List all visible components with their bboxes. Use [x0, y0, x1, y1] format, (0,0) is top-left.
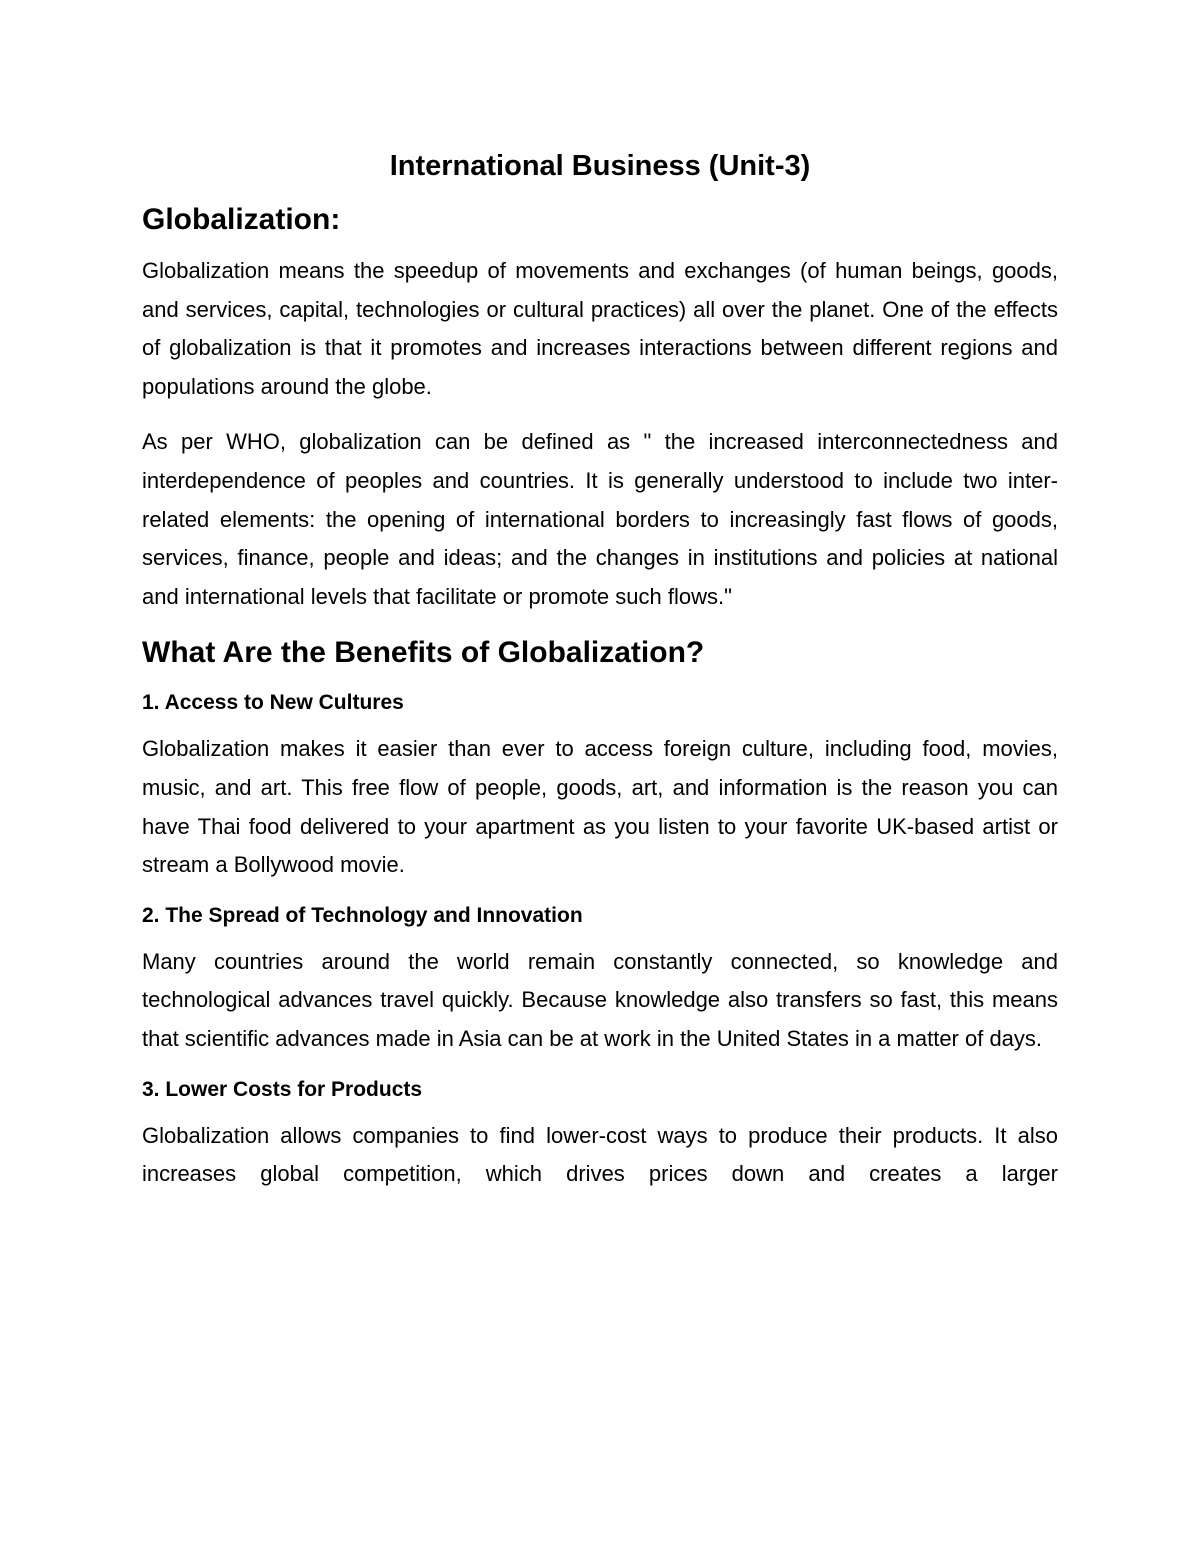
benefit-text-technology: Many countries around the world remain constantly connected, so knowledge and technological advances travel quickly. Because knowledge also transfers so fast, this means that scientific advances made in Asia can be at work in the United States in a matter of days. [142, 948, 1058, 1051]
paragraph-who-definition: As per WHO, globalization can be defined as " the increased interconnectedness and interdependence of peoples and countries. It is generally understood to include two inter-related elements: the opening of international borders to increasingly fast flows of goods, services, finance, people and ideas; and the changes in institutions and policies at national and international levels that facilitate or promote such flows." [142, 429, 1058, 609]
benefit-heading-technology: 2. The Spread of Technology and Innovation [142, 903, 583, 927]
heading-benefits: What Are the Benefits of Globalization? [142, 636, 705, 670]
paragraph-definition: Globalization means the speedup of movements and exchanges (of human beings, goods, and services, capital, technologies or cultural practices) all over the planet. One of the effects of globalization is that it promotes and increases interactions between different regions and populations around the globe. [142, 258, 1058, 399]
benefit-text-cultures: Globalization makes it easier than ever to access foreign culture, including food, movies, music, and art. This free flow of people, goods, art, and information is the reason you can have Thai food delivered to your apartment as you listen to your favorite UK-based artist or stream a Bollywood movie. [142, 736, 1058, 878]
document-page [142, 138, 1058, 1211]
heading-globalization: Globalization: [142, 203, 341, 236]
benefit-heading-lower-costs: 3. Lower Costs for Products [142, 1077, 423, 1101]
document-title: International Business (Unit-3) [389, 150, 811, 182]
benefit-heading-cultures: 1. Access to New Cultures [142, 691, 404, 715]
benefit-text-lower-costs: Globalization allows companies to find lower-cost ways to produce their products. It also increases global competition, which drives prices down and creates a larger [142, 1122, 1058, 1187]
